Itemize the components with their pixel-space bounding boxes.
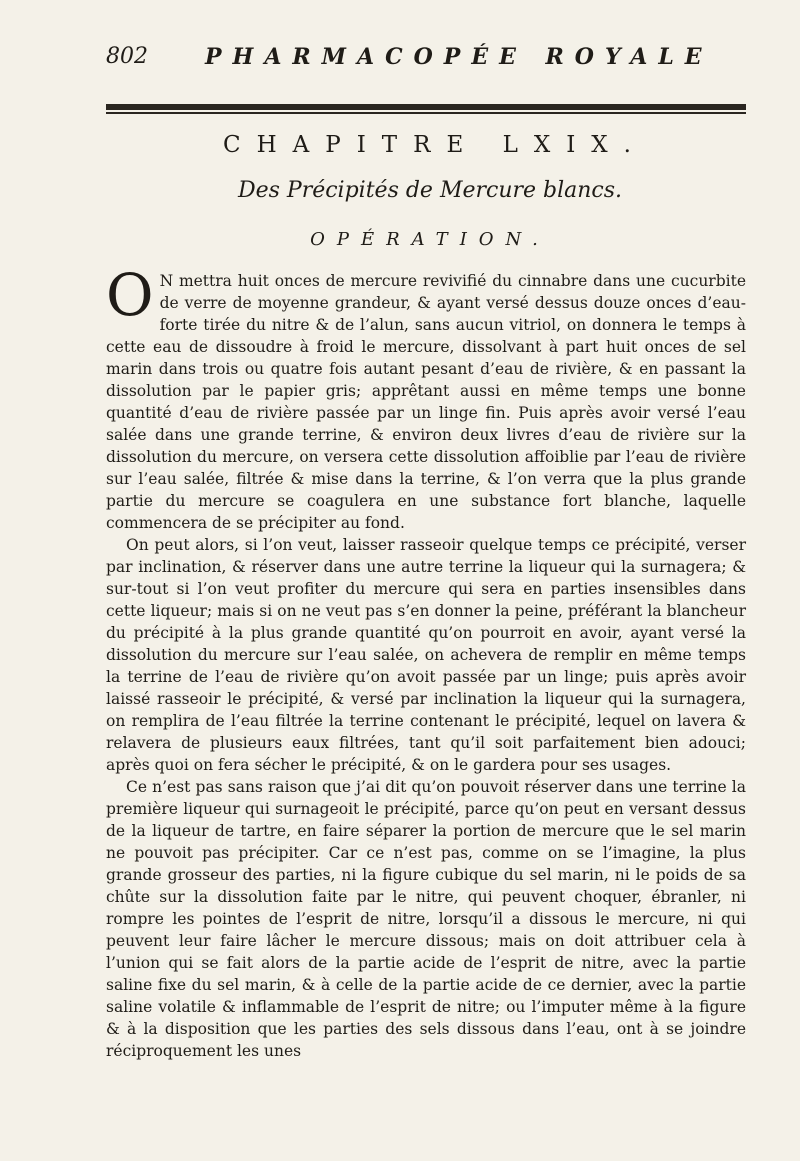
- paragraph-3: Ce n’est pas sans raison que j’ai dit qu’on pouvoit réserver dans une terrine la première liqueur qui surnageoit le précipité, parce qu’on peut en versant dessus de la liqueur de tartre, en faire séparer la portion de mercure que le sel marin ne pouvoit pas précipiter. Car ce n’est pas, comme on se l’imagine, la plus grande grosseur des parties, ni la figure cubique du sel marin, ni le poids de sa chûte sur la dissolution faite par le nitre, qui peuvent choquer, ébranler, ni rompre les pointes de l’esprit de nitre, lorsqu’il a dissous le mercure, ni qui peuvent leur faire lâcher le mercure dissous; mais on doit attribuer cela à l’union qui se fait alors de la partie acide de l’esprit de nitre, avec la partie saline fixe du sel marin, & à celle de la partie acide de ce dernier, avec la partie saline volatile & inflammable de l’esprit de nitre; ou l’imputer même à la figure & à la disposition que les parties des sels dissous dans l’eau, ont à se joindre réciproquement les unes: [106, 778, 746, 1060]
- body-text: [106, 261, 746, 1062]
- running-head: [0, 44, 800, 84]
- running-title: PHARMACOPÉE ROYALE: [205, 44, 713, 70]
- section-heading: OPÉRATION.: [310, 229, 550, 250]
- paragraph-1: [106, 261, 746, 534]
- drop-capital: O: [106, 261, 154, 329]
- paragraph-2: On peut alors, si l’on veut, laisser rasseoir quelque temps ce précipité, verser par inclination, & réserver dans une autre terrine la liqueur qui la surnagera; & sur-tout si l’on veut profiter du mercure qui sera en parties insensibles dans cette liqueur; mais si on ne veut pas s’en donner la peine, préférant la blancheur du précipité à la plus grande quantité qu’on pourroit en avoir, ayant versé la dissolution du mercure sur l’eau salée, on achevera de remplir en même temps la terrine de l’eau de rivière qu’on avoit passée par un linge; puis après avoir laissé rasseoir le précipité, & versé par inclination la liqueur qui la surnagera, on remplira de l’eau filtrée la terrine contenant le précipité, lequel on lavera & relavera de plusieurs eaux filtrées, tant qu’il soit parfaitement bien adouci; après quoi on fera sécher le précipité, & on le gardera pour ses usages.: [106, 536, 746, 774]
- chapter-subtitle: Des Précipités de Mercure blancs.: [237, 178, 623, 203]
- header-rule-thin: [106, 112, 746, 114]
- page-number: 802: [106, 44, 148, 69]
- chapter-heading: CHAPITRE LXIX.: [222, 132, 647, 158]
- header-rule-thick: [106, 104, 746, 110]
- paragraph-1-text: N mettra huit onces de mercure revivifié du cinnabre dans une cucurbite de verre de moyenne grandeur, & ayant versé dessus douze onces d’eau-forte tirée du nitre & de l’alun, sans aucun vitriol, on donnera le temps à cette eau de dissoudre à froid le mercure, dissolvant à part huit onces de sel marin dans trois ou quatre fois autant pesant d’eau de rivière, & en passant la dissolution par le papier gris; apprêtant aussi en même temps une bonne quantité d’eau de rivière passée par un linge fin. Puis après avoir versé l’eau salée dans une grande terrine, & environ deux livres d’eau de rivière sur la dissolution du mercure, on versera cette dissolution affoiblie par l’eau de rivière sur l’eau salée, filtrée & mise dans la terrine, & l’on verra que la plus grande partie du mercure se coagulera en une substance fort blanche, laquelle commencera de se précipiter au fond.: [106, 272, 746, 532]
